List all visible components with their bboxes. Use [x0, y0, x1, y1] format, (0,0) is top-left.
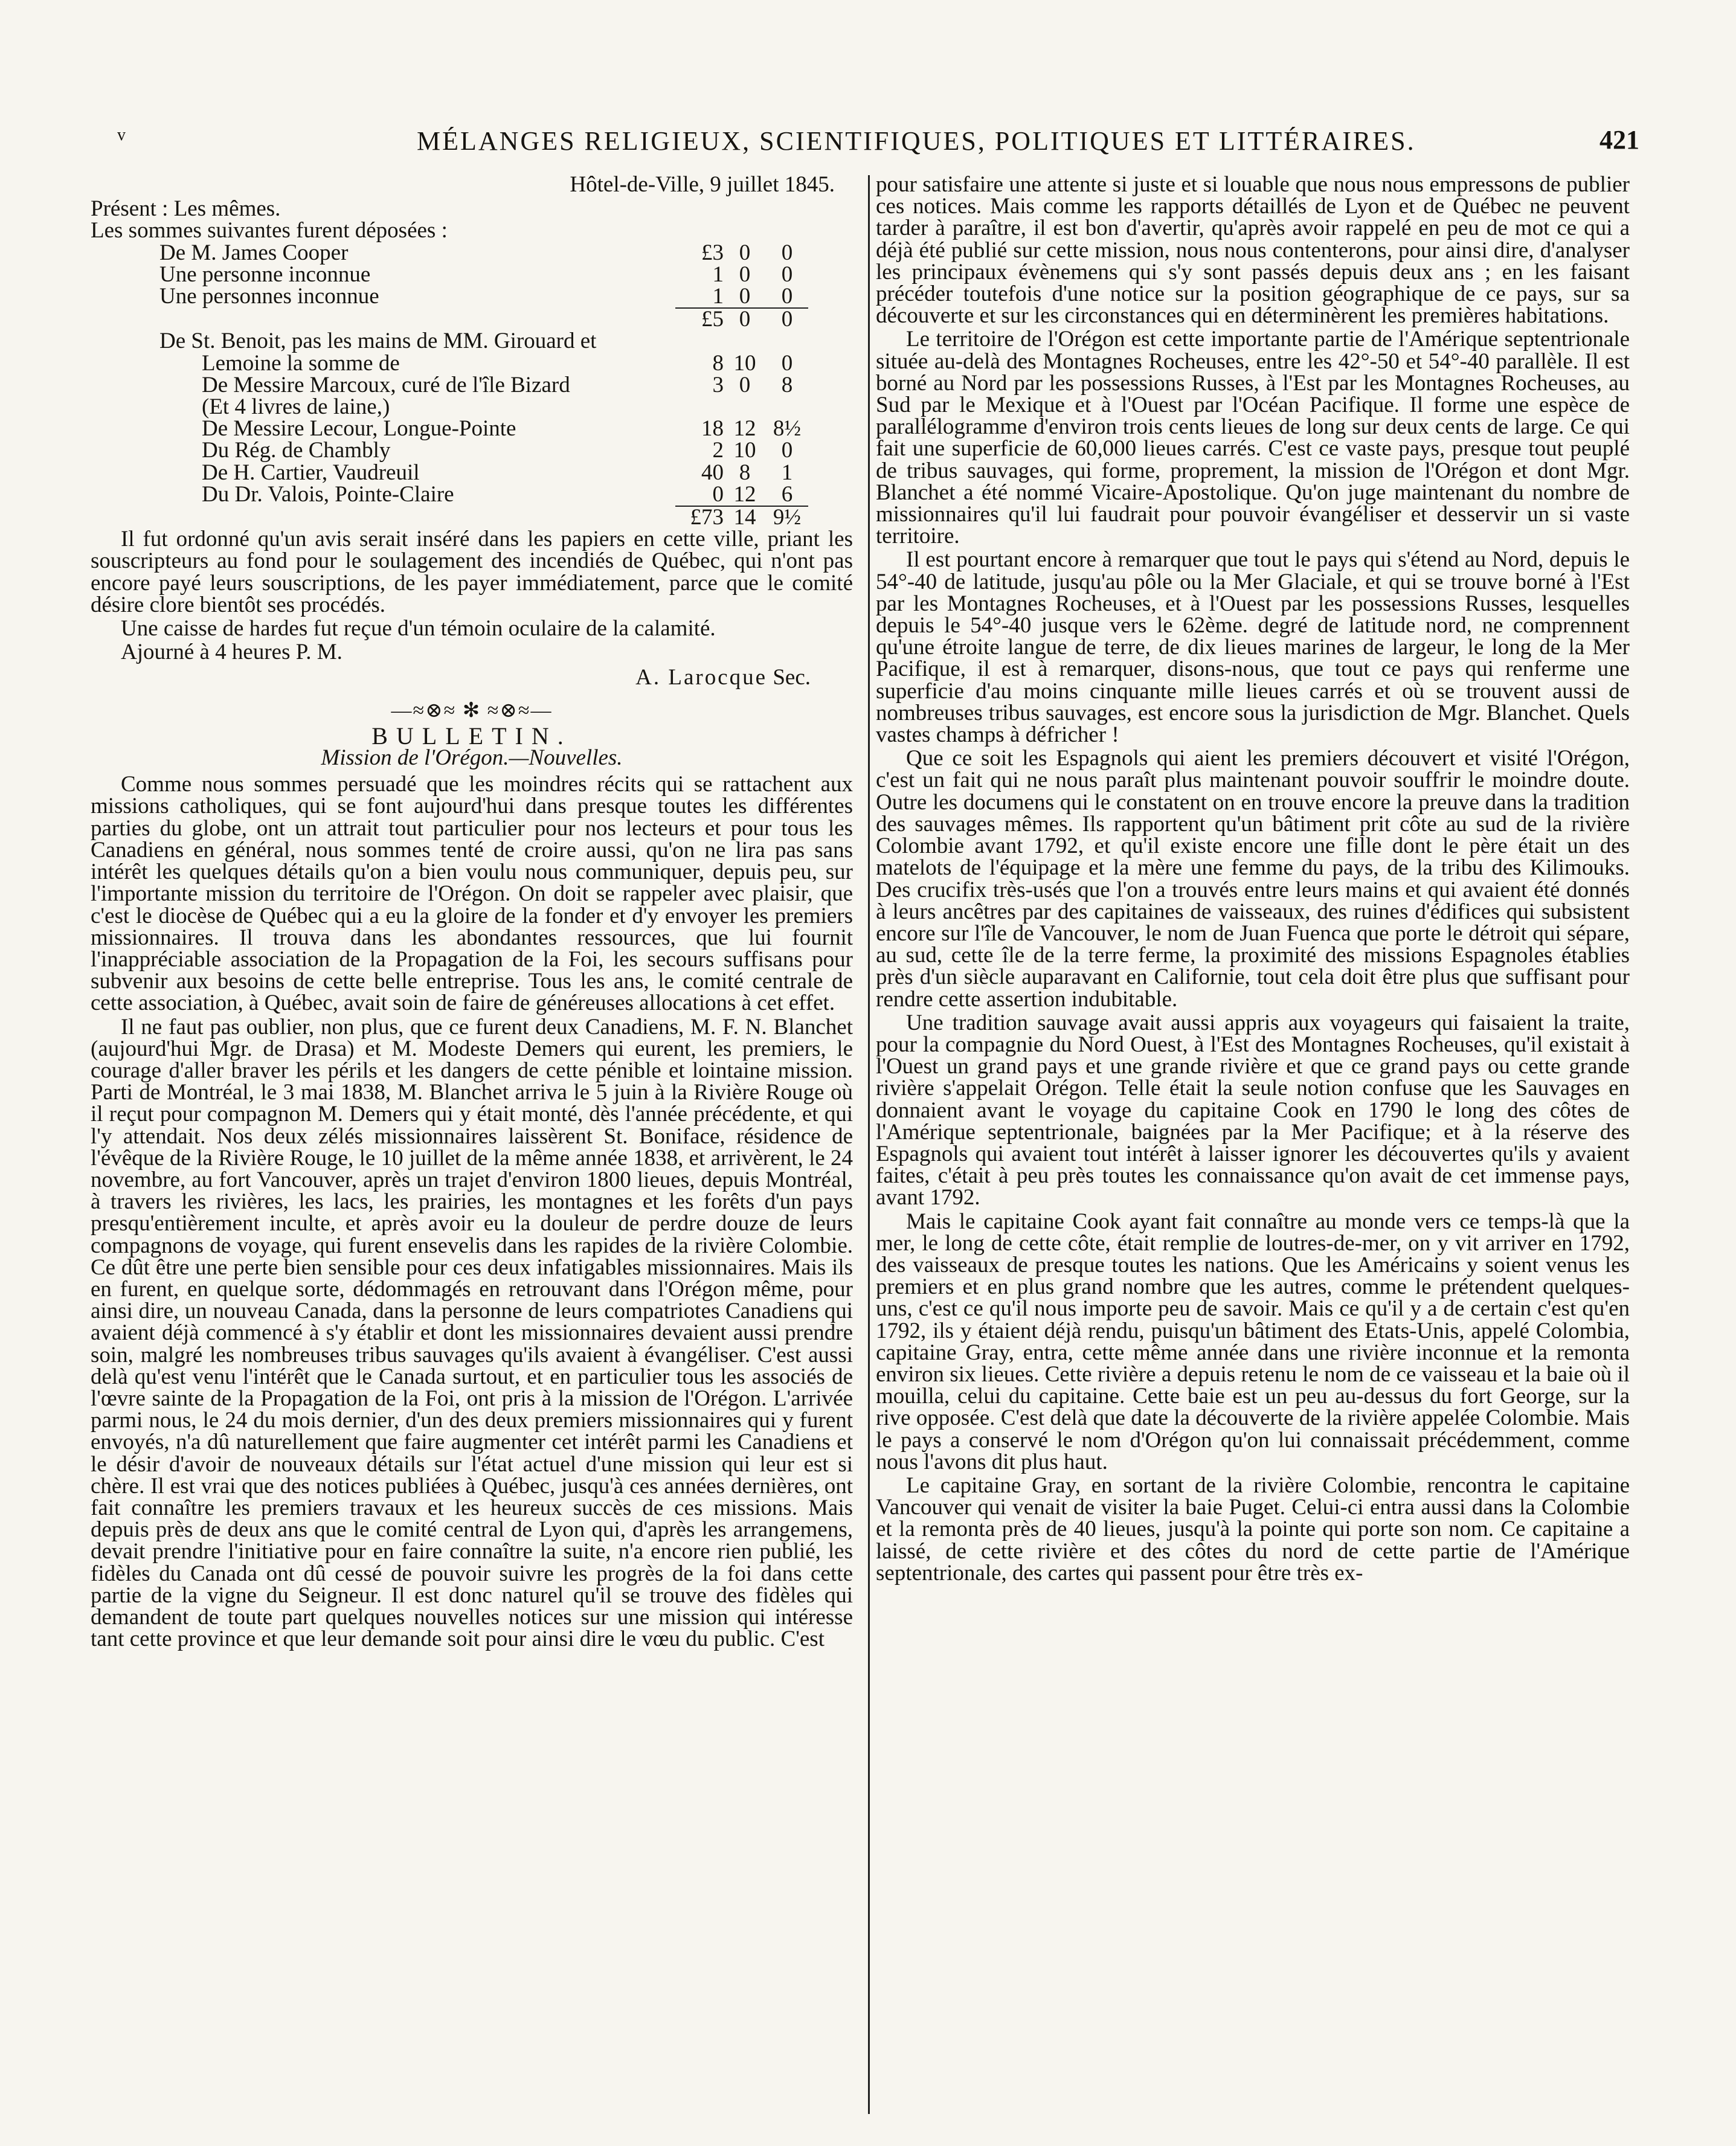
subscription-shillings: 0 [739, 284, 751, 309]
subscription-donor: De M. James Cooper [159, 240, 349, 265]
section-ornament: —≈⊗≈ ✻ ≈⊗≈— [391, 699, 553, 722]
subscription-row [159, 264, 915, 286]
journal-title: MÉLANGES RELIGIEUX, SCIENTIFIQUES, POLITIQUES ET LITTÉRAIRES. [417, 126, 1416, 156]
subscription-pounds: £3 [701, 240, 724, 265]
left-column [91, 174, 853, 1652]
bulletin-heading: BULLETIN. [371, 722, 572, 750]
subscription-pounds: 2 [712, 438, 724, 463]
present-line: Présent : Les mêmes. [91, 196, 281, 222]
article-paragraph-9: Le capitaine Gray, en sortant de la rivière Colombie, rencontra le capitaine Vancouver qui venait de visiter la baie Puget. Celui-ci entra aussi dans la Colombie et la remonta près de 40 lieues, jusqu'à la pointe qui porte son nom. Ce capitaine a laissé, de cette rivière et des côtes du nord de cette partie de l'Amérique septentrionale, des cartes qui passent pour être très ex- [876, 1473, 1630, 1585]
subscription-pence: 8 [781, 372, 793, 397]
subscription-shillings: 10 [733, 350, 756, 376]
subscription-shillings: 10 [733, 438, 756, 463]
subscription-row [159, 330, 915, 352]
subtotal-label [159, 308, 675, 330]
subscription-shillings: 12 [733, 416, 756, 442]
subscription-row [159, 440, 915, 461]
subscription-pence [766, 330, 808, 352]
subscription-pounds: 18 [701, 416, 724, 442]
article-paragraph-3: pour satisfaire une attente si juste et si louable que nous nous empressons de publier ces notices. Mais comme les rapports détaillés de Lyon et de Québec ne peuvent tarder à paraître, il est bon d'avertir, qu'après avoir rappelé en peu de mot ce qui a déjà été publié sur cette mission, nous nous contenterons, pour ainsi dire, d'analyser les principaux évènemens qui s'y sont passés depuis deux ans ; en les faisant précéder toutefois d'une notice sur la position géographique de ce pays, sur sa découverte et sur les circonstances qui en déterminèrent les premières habitations. [876, 172, 1630, 329]
subscription-pence: 0 [781, 438, 793, 463]
subscription-pence: 0 [781, 350, 793, 376]
total-label [159, 506, 675, 528]
subscription-pence: 1 [781, 460, 793, 485]
running-header [91, 123, 1655, 159]
article-paragraph-7: Une tradition sauvage avait aussi appris aux voyageurs qui faisaient la traite, pour la compagnie du Nord Ouest, à l'Est des Montagnes Rocheuses, qu'il existait à l'Ouest un grand pays et une grande rivière et que ce grand pays ou cette grande rivière s'appelait Orégon. Telle était la seule notion confuse que les Sauvages en donnaient avant le voyage du capitaine Cook en 1790 le long des côtes de l'Amérique septentrionale, baignées par la Mer Pacifique; et à la réserve des Espagnols qui avaient tout intérêt à laisser ignorer les découvertes qu'ils y avaient faites, c'était à peu près toutes les connaissance qu'on avait de cet immense pays, avant 1792. [876, 1010, 1630, 1210]
total-pence: 9½ [766, 506, 808, 528]
subscription-pounds: 3 [712, 372, 724, 397]
signature-name: A. Larocque [635, 665, 768, 690]
subscription-donor: De Messire Marcoux, curé de l'île Bizard [202, 372, 570, 397]
total-row [159, 506, 915, 528]
subtotal-pence: 0 [766, 308, 808, 330]
subscription-donor: Du Rég. de Chambly [202, 438, 391, 463]
subscription-row [159, 418, 915, 440]
subscription-donor: De St. Benoit, pas les mains de MM. Girouard et [159, 329, 597, 354]
subscription-shillings [724, 396, 766, 418]
subscription-pounds: 40 [701, 460, 724, 485]
subscription-pence: 0 [781, 262, 793, 287]
subscription-pence: 6 [781, 481, 793, 507]
total-shillings: 14 [724, 506, 766, 528]
subscription-donor: Du Dr. Valois, Pointe-Claire [202, 481, 454, 507]
subscription-shillings [724, 330, 766, 352]
subscription-pounds: 1 [712, 284, 724, 309]
signature-role: Sec. [773, 665, 811, 690]
subscription-row [159, 242, 915, 264]
subscription-donor: Une personnes inconnue [159, 284, 379, 309]
right-column [876, 174, 1630, 1586]
subscription-donor: Lemoine la somme de [202, 350, 400, 376]
subscription-pence: 0 [781, 240, 793, 265]
subscription-pence: 8½ [773, 416, 802, 442]
subscription-row [159, 484, 915, 506]
article-paragraph-2: Il ne faut pas oublier, non plus, que ce furent deux Canadiens, M. F. N. Blanchet (aujourd'hui Mgr. de Drasa) et M. Modeste Demers qui eurent, les premiers, le courage d'aller braver les périls et les dangers de cette pénible et lointaine mission. Parti de Montréal, le 3 mai 1838, M. Blanchet arriva le 5 juin à la Rivière Rouge où il reçut pour compagnon M. Demers qui y était monté, dès l'année précédente, et qui l'y attendait. Nos deux zélés missionnaires laissèrent St. Boniface, résidence de l'évêque de la Rivière Rouge, le 10 juillet de la même année 1838, et arrivèrent, le 24 novembre, au fort Vancouver, après un trajet d'environ 1800 lieues, depuis Montréal, à travers les rivières, les lacs, les prairies, les montagnes et les forêts d'un pays presqu'entièrement inculte, et après avoir eu la douleur de perdre douze de leurs compagnons de voyage, qui furent ensevelis dans les rapides de la rivière Colombie. Ce dût être une perte bien sensible pour ces deux infatigables missionnaires. Mais ils en furent, en quelque sorte, dédommagés en retrouvant dans l'Orégon même, pour ainsi dire, un nouveau Canada, dans la personne de leurs compatriotes Canadiens qui avaient déjà commencé à s'y établir et dont les missionnaires devaient aussi prendre soin, malgré les nombreuses tribus sauvages qu'ils avaient à évangéliser. C'est aussi delà qu'est venu l'intérêt que le Canada surtout, et en particulier tous les associés de l'œvre sainte de la Propagation de la Foi, ont pris à la mission de l'Orégon. L'arrivée parmi nous, le 24 du mois dernier, d'un des deux premiers missionnaires qui y furent envoyés, n'a dû naturellement que faire augmenter cet intérêt parmi les Canadiens et le désir d'avoir de nouveaux détails sur l'état actuel d'une mission qui leur est si chère. Il est vrai que des notices publiées à Québec, jusqu'à ces années dernières, ont fait connaître les premiers travaux et les heureux succès de ces missions. Mais depuis près de deux ans que le comité central de Lyon qui, d'après les arrangemens, devait prendre l'initiative pour en faire connaître la suite, n'a encore rien publié, les fidèles du Canada ont dû cessé de pouvoir suivre les progrès de la foi dans cette partie de la vigne du Seigneur. Il est donc naturel qu'il se trouve des fidèles qui demandent de toute part quelques nouvelles notices sur une mission qui intéresse tant cette province et que leur demande soit pour ainsi dire le vœu du public. C'est [91, 1014, 853, 1652]
subscription-shillings: 0 [739, 240, 751, 265]
subscription-pounds: 0 [712, 481, 724, 507]
subscription-shillings: 12 [733, 481, 756, 507]
header-mark: v [117, 126, 126, 144]
section-title: Mission de l'Orégon.—Nouvelles. [321, 745, 623, 771]
signature [91, 667, 853, 689]
subscription-row [159, 396, 915, 418]
page-number: 421 [1599, 125, 1639, 155]
paragraph-caisse: Une caisse de hardes fut reçue d'un témoin oculaire de la calamité. [121, 616, 716, 641]
subscription-row [159, 286, 915, 308]
paragraph-ordonne: Il fut ordonné qu'un avis serait inséré dans les papiers en cette ville, priant les souscripteurs au fond pour le soulagement des incendiés de Québec, qui n'ont pas encore payé leurs souscriptions, de les payer immédiatement, parce que le comité désire clore bientôt ses procédés. [91, 527, 853, 617]
article-paragraph-1: Comme nous sommes persuadé que les moindres récits qui se rattachent aux missions catholiques, qui se font aujourd'hui dans presque toutes les différentes parties du globe, ont un attrait tout particulier pour nos lecteurs et pour tous les Canadiens en général, nous sommes tenté de croire aussi, qu'on ne lira pas sans intérêt les quelques détails qu'on a bien voulu nous communiquer, depuis peu, sur l'importante mission du territoire de l'Orégon. On doit se rappeler avec plaisir, que c'est le diocèse de Québec qui a eu la gloire de la fonder et d'y envoyer les premiers missionnaires. Il trouva dans les abondantes ressources, que lui fournit l'inappréciable association de la Propagation de la Foi, les secours suffisans pour subvenir aux besoins de cette belle entreprise. Tous les ans, le comité centrale de cette association, à Québec, avait soin de faire de généreuses allocations à cet effet. [91, 772, 853, 1016]
subscriptions-table [159, 242, 915, 529]
subscription-donor: Une personne inconnue [159, 262, 371, 287]
subscription-pence: 0 [781, 284, 793, 309]
subscription-donor: De Messire Lecour, Longue-Pointe [202, 416, 516, 442]
subscriptions-group-b [159, 330, 915, 506]
subscription-row [159, 353, 915, 374]
subscription-row [159, 374, 915, 396]
deposits-intro: Les sommes suivantes furent déposées : [91, 218, 448, 243]
subscription-pence [766, 396, 808, 418]
article-paragraph-5: Il est pourtant encore à remarquer que tout le pays qui s'étend au Nord, depuis le 54°-40 de latitude, jusqu'au pôle ou la Mer Glaciale, et qui se trouve borné à l'Est par les Montagnes Rocheuses, et à l'Ouest par les possessions Russes, lesquelles depuis le 54°-40 jusque vers le 62ème. degré de latitude nord, ne comprennent qu'une étroite langue de terre, de dix lieues marines de largeur, le long de la Mer Pacifique, il est à remarquer, disons-nous, que tout ce pays qui renferme une superficie d'au moins cinquante mille lieues carrés et où se trouvent aussi de nombreuses tribus sauvages, est encore sous la jurisdiction de Mgr. Blanchet. Quels vastes champs à défricher ! [876, 547, 1630, 748]
subtotal-pounds: £5 [675, 308, 724, 330]
subscription-shillings: 0 [739, 372, 751, 397]
subscription-donor: (Et 4 livres de laine,) [202, 394, 390, 420]
subscription-pounds [675, 330, 724, 352]
article-paragraph-6: Que ce soit les Espagnols qui aient les premiers découvert et visité l'Orégon, c'est un fait qui ne nous paraît plus maintenant pouvoir souffrir le moindre doute. Outre les documens qui le constatent on en trouve encore la preuve dans la tradition des sauvages mêmes. Ils rapportent qu'un bâtiment prit côte au sud de la rivière Colombie avant 1792, et qu'il existe encore une fille dont le père était un des matelots de l'équipage et la mère une femme du pays, de la tribu des Kilimouks. Des crucifix très-usés que l'on a trouvés entre leurs mains et qui avaient été donnés à leurs ancêtres par des capitaines de vaisseaux, des ruines d'édifices qui subsistent encore sur l'île de Vancouver, le nom de Juan Fuenca que porte le détroit qui sépare, au sud, cette île de la terre ferme, la proximité des missions Espagnoles établies près d'un siècle auparavant en Californie, tout cela doit être plus que suffisant pour rendre cette assertion indubitable. [876, 746, 1630, 1012]
subscription-shillings: 8 [739, 460, 751, 485]
paragraph-ajourne: Ajourné à 4 heures P. M. [121, 640, 342, 665]
article-paragraph-8: Mais le capitaine Cook ayant fait connaître au monde vers ce temps-là que la mer, le long de cette côte, était remplie de loutres-de-mer, on y vit arriver en 1792, des vaisseaux de presque toutes les nations. Que les Américains y soient venus les premiers et en plus grand nombre que les autres, comme le prétendent quelques-uns, c'est ce qu'il nous importe peu de savoir. Mais ce qu'il y a de certain c'est qu'en 1792, ils y étaient déjà rendu, puisqu'un bâtiment des Etats-Unis, appelé Colombia, capitaine Gray, entra, cette même année dans une rivière inconnue et la remonta environ six lieues. Cette rivière a depuis retenu le nom de ce vaisseau et la baie où il mouilla, celui du capitaine. Cette baie est un peu au-dessus du fort George, sur la rive opposée. C'est delà que date la découverte de la rivière appelée Colombie. Mais le pays a conservé le nom d'Orégon qu'on lui connaissait précédemment, comme nous l'avons dit plus haut. [876, 1209, 1630, 1474]
article-paragraph-4: Le territoire de l'Orégon est cette importante partie de l'Amérique septentrionale située au-delà des Montagnes Rocheuses, entre les 42°-50 et 54°-40 parallèle. Il est borné au Nord par les possessions Russes, à l'Est par les Montagnes Rocheuses, au Sud par le Mexique et à l'Ouest par l'Océan Pacifique. Il forme une espèce de parallélogramme d'environ trois cents lieues de long sur deux cents de large. Ce qui fait une superficie de 60,000 lieues carrés. C'est ce vaste pays, presque tout peuplé de tribus sauvages, qui forme, proprement, la mission de l'Orégon et dont Mgr. Blanchet a été nommé Vicaire-Apostolique. Qu'on juge maintenant du nombre de missionnaires qu'il lui faudrait pour pouvoir évangéliser et desservir un si vaste territoire. [876, 327, 1630, 549]
subtotal-row [159, 308, 915, 330]
subscriptions-group-a [159, 242, 915, 309]
subscription-shillings: 0 [739, 262, 751, 287]
meeting-dateline: Hôtel-de-Ville, 9 juillet 1845. [570, 172, 835, 197]
subscription-row [159, 462, 915, 484]
subscription-pounds: 8 [712, 350, 724, 376]
total-pounds: £73 [675, 506, 724, 528]
subscription-donor: De H. Cartier, Vaudreuil [202, 460, 420, 485]
subscription-pounds [675, 396, 724, 418]
subscription-pounds: 1 [712, 262, 724, 287]
subtotal-shillings: 0 [724, 308, 766, 330]
